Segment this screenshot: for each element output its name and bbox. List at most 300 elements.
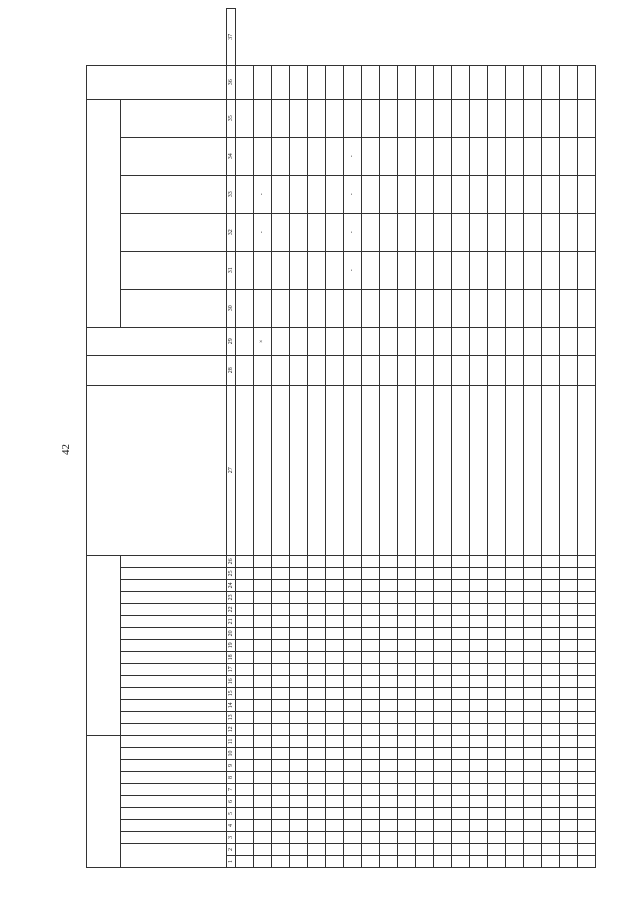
code-cell xyxy=(308,615,326,627)
code-cell xyxy=(452,603,470,615)
year-value-cell xyxy=(560,137,578,175)
year-value-cell xyxy=(488,289,506,327)
code-cell xyxy=(272,832,290,844)
code-cell xyxy=(542,772,560,784)
code-cell xyxy=(524,591,542,603)
year-value-cell xyxy=(560,175,578,213)
code-cell xyxy=(380,748,398,760)
column-number: 17 xyxy=(227,663,236,675)
year-value-cell xyxy=(398,213,416,251)
year-value-cell xyxy=(272,213,290,251)
code-cell xyxy=(470,675,488,687)
code-cell xyxy=(452,651,470,663)
code-cell xyxy=(236,567,254,579)
table-row xyxy=(470,9,488,868)
column-number: 19 xyxy=(227,639,236,651)
code-cell xyxy=(398,856,416,868)
code-cell xyxy=(524,579,542,591)
code-cell xyxy=(470,627,488,639)
code-cell xyxy=(542,784,560,796)
code-cell xyxy=(380,796,398,808)
code-cell xyxy=(308,699,326,711)
code-cell xyxy=(326,639,344,651)
table-row xyxy=(272,9,290,868)
table-row xyxy=(524,9,542,868)
year-value-cell xyxy=(272,289,290,327)
column-number: 35 xyxy=(227,99,236,137)
code-cell xyxy=(344,808,362,820)
header-right-subgroup xyxy=(121,615,227,627)
year-value-cell xyxy=(290,137,308,175)
code-cell xyxy=(380,760,398,772)
code-cell xyxy=(344,555,362,567)
code-cell xyxy=(542,675,560,687)
code-cell xyxy=(434,748,452,760)
code-cell xyxy=(560,856,578,868)
code-cell xyxy=(236,675,254,687)
header-right-subgroup xyxy=(121,591,227,603)
code-cell xyxy=(308,687,326,699)
year-value-cell xyxy=(416,213,434,251)
code-cell xyxy=(308,603,326,615)
year-value-cell xyxy=(254,99,272,137)
indicator-name-cell xyxy=(362,385,380,555)
code-cell xyxy=(542,627,560,639)
code-cell xyxy=(578,723,596,735)
column-number: 32 xyxy=(227,213,236,251)
year-value-cell xyxy=(326,137,344,175)
code-cell xyxy=(506,832,524,844)
header-left-subgroup xyxy=(121,760,227,772)
code-cell xyxy=(452,687,470,699)
column-number: 36 xyxy=(227,65,236,99)
code-cell xyxy=(272,772,290,784)
code-cell xyxy=(434,639,452,651)
year-value-cell xyxy=(398,289,416,327)
table-row xyxy=(506,9,524,868)
year-value-cell xyxy=(308,99,326,137)
code-cell xyxy=(380,820,398,832)
code-cell xyxy=(506,639,524,651)
year-value-cell xyxy=(380,213,398,251)
code-cell xyxy=(434,820,452,832)
code-cell xyxy=(362,663,380,675)
code-cell xyxy=(344,579,362,591)
year-value-cell xyxy=(524,289,542,327)
code-cell xyxy=(524,675,542,687)
indicator-name-cell xyxy=(254,385,272,555)
code-cell xyxy=(398,663,416,675)
code-cell xyxy=(362,723,380,735)
year-value-cell xyxy=(290,175,308,213)
code-cell xyxy=(452,699,470,711)
code-cell xyxy=(254,711,272,723)
code-cell xyxy=(434,784,452,796)
code-cell xyxy=(416,723,434,735)
code-cell xyxy=(290,808,308,820)
code-cell xyxy=(326,675,344,687)
code-cell xyxy=(308,820,326,832)
header-left-subgroup xyxy=(121,784,227,796)
header-left-subgroup xyxy=(121,820,227,832)
unit-cell xyxy=(470,355,488,385)
code-cell xyxy=(290,699,308,711)
base-value-cell xyxy=(506,327,524,355)
indicator-name-cell xyxy=(506,385,524,555)
code-cell xyxy=(362,832,380,844)
indicator-name-cell xyxy=(470,385,488,555)
base-value-cell xyxy=(380,327,398,355)
column-number: 7 xyxy=(227,784,236,796)
column-number: 31 xyxy=(227,251,236,289)
indicator-name-cell xyxy=(488,385,506,555)
year-value-cell xyxy=(362,289,380,327)
code-cell xyxy=(560,591,578,603)
code-cell xyxy=(470,844,488,856)
code-cell xyxy=(326,820,344,832)
code-cell xyxy=(362,687,380,699)
code-cell xyxy=(452,772,470,784)
code-cell xyxy=(470,663,488,675)
code-cell xyxy=(254,844,272,856)
unit-cell xyxy=(452,355,470,385)
code-cell xyxy=(434,699,452,711)
code-cell xyxy=(344,567,362,579)
code-cell xyxy=(272,639,290,651)
code-cell xyxy=(380,663,398,675)
code-cell xyxy=(524,856,542,868)
code-cell xyxy=(362,615,380,627)
code-cell xyxy=(254,723,272,735)
header-group-left xyxy=(87,735,121,867)
code-cell xyxy=(344,675,362,687)
code-cell xyxy=(560,675,578,687)
code-cell xyxy=(290,784,308,796)
year-value-cell xyxy=(452,289,470,327)
code-cell xyxy=(470,832,488,844)
code-cell xyxy=(488,856,506,868)
header-right-subgroup xyxy=(121,579,227,591)
code-cell xyxy=(398,567,416,579)
code-cell xyxy=(236,723,254,735)
code-cell xyxy=(560,651,578,663)
column-number: 18 xyxy=(227,651,236,663)
code-cell xyxy=(308,808,326,820)
code-cell xyxy=(542,591,560,603)
code-cell xyxy=(398,844,416,856)
code-cell xyxy=(578,687,596,699)
year-value-cell xyxy=(236,213,254,251)
code-cell xyxy=(326,555,344,567)
year-value-cell xyxy=(560,213,578,251)
code-cell xyxy=(434,555,452,567)
code-cell xyxy=(326,615,344,627)
unit-cell xyxy=(362,355,380,385)
code-cell xyxy=(524,699,542,711)
code-cell xyxy=(236,832,254,844)
code-cell xyxy=(434,735,452,747)
base-value-cell xyxy=(308,327,326,355)
code-cell xyxy=(236,699,254,711)
code-cell xyxy=(488,748,506,760)
header-group-right xyxy=(87,555,121,735)
code-cell xyxy=(470,723,488,735)
indicator-name-cell xyxy=(308,385,326,555)
code-cell xyxy=(506,760,524,772)
code-cell xyxy=(542,856,560,868)
code-cell xyxy=(380,675,398,687)
code-cell xyxy=(560,784,578,796)
code-cell xyxy=(272,627,290,639)
code-cell xyxy=(542,555,560,567)
year-value-cell xyxy=(488,99,506,137)
code-cell xyxy=(308,844,326,856)
year-value-cell xyxy=(524,99,542,137)
code-cell xyxy=(344,663,362,675)
code-cell xyxy=(470,699,488,711)
code-cell xyxy=(344,844,362,856)
code-cell xyxy=(488,735,506,747)
year-value-cell xyxy=(434,213,452,251)
column-number: 13 xyxy=(227,711,236,723)
code-cell xyxy=(560,820,578,832)
code-cell xyxy=(344,615,362,627)
code-cell xyxy=(290,591,308,603)
base-value-cell xyxy=(434,327,452,355)
year-value-cell: - xyxy=(344,213,362,251)
code-cell xyxy=(308,663,326,675)
code-cell xyxy=(560,603,578,615)
code-cell xyxy=(434,844,452,856)
code-cell xyxy=(542,748,560,760)
year-value-cell xyxy=(254,137,272,175)
code-cell xyxy=(506,555,524,567)
year-value-cell xyxy=(272,251,290,289)
column-number: 3 xyxy=(227,832,236,844)
table-row xyxy=(326,9,344,868)
code-cell xyxy=(488,699,506,711)
code-cell xyxy=(488,651,506,663)
code-cell xyxy=(578,603,596,615)
code-cell xyxy=(254,639,272,651)
code-cell xyxy=(488,760,506,772)
code-cell xyxy=(416,856,434,868)
code-cell xyxy=(398,784,416,796)
code-cell xyxy=(434,832,452,844)
final-value-cell xyxy=(560,65,578,99)
code-cell xyxy=(452,723,470,735)
code-cell xyxy=(488,772,506,784)
code-cell xyxy=(290,639,308,651)
code-cell xyxy=(272,856,290,868)
code-cell xyxy=(470,784,488,796)
code-cell xyxy=(434,723,452,735)
year-value-cell xyxy=(578,137,596,175)
code-cell xyxy=(272,555,290,567)
code-cell xyxy=(236,808,254,820)
code-cell xyxy=(398,591,416,603)
code-cell xyxy=(362,675,380,687)
code-cell xyxy=(272,723,290,735)
code-cell xyxy=(452,555,470,567)
code-cell xyxy=(506,651,524,663)
header-year xyxy=(121,99,227,137)
code-cell xyxy=(506,856,524,868)
header-right-subgroup xyxy=(121,567,227,579)
code-cell xyxy=(578,699,596,711)
code-cell xyxy=(236,760,254,772)
year-value-cell xyxy=(236,251,254,289)
code-cell xyxy=(272,820,290,832)
year-value-cell xyxy=(470,251,488,289)
code-cell xyxy=(254,603,272,615)
code-cell xyxy=(398,796,416,808)
code-cell xyxy=(416,687,434,699)
header-right-subgroup xyxy=(121,603,227,615)
base-value-cell xyxy=(452,327,470,355)
column-number: 20 xyxy=(227,627,236,639)
code-cell xyxy=(416,760,434,772)
header-year xyxy=(121,289,227,327)
unit-cell xyxy=(380,355,398,385)
column-number: 15 xyxy=(227,687,236,699)
base-value-cell xyxy=(272,327,290,355)
code-cell xyxy=(236,711,254,723)
code-cell xyxy=(488,663,506,675)
column-number: 10 xyxy=(227,748,236,760)
code-cell xyxy=(254,687,272,699)
code-cell xyxy=(542,723,560,735)
header-right-subgroup xyxy=(121,675,227,687)
code-cell xyxy=(308,760,326,772)
code-cell xyxy=(398,603,416,615)
code-cell xyxy=(236,687,254,699)
code-cell xyxy=(560,627,578,639)
code-cell xyxy=(326,711,344,723)
code-cell xyxy=(452,615,470,627)
table-row xyxy=(416,9,434,868)
code-cell xyxy=(344,856,362,868)
code-cell xyxy=(542,735,560,747)
table-row xyxy=(254,9,272,868)
base-value-cell: × xyxy=(254,327,272,355)
year-value-cell xyxy=(416,175,434,213)
year-value-cell xyxy=(290,289,308,327)
year-value-cell xyxy=(506,175,524,213)
year-value-cell xyxy=(308,213,326,251)
code-cell xyxy=(488,639,506,651)
code-cell xyxy=(452,735,470,747)
base-value-cell xyxy=(524,327,542,355)
final-value-cell xyxy=(506,65,524,99)
code-cell xyxy=(416,748,434,760)
code-cell xyxy=(452,844,470,856)
code-cell xyxy=(290,663,308,675)
table-row xyxy=(560,9,578,868)
code-cell xyxy=(254,772,272,784)
code-cell xyxy=(326,748,344,760)
indicator-name-cell xyxy=(560,385,578,555)
table-row xyxy=(308,9,326,868)
code-cell xyxy=(416,711,434,723)
code-cell xyxy=(398,579,416,591)
code-cell xyxy=(542,615,560,627)
year-value-cell xyxy=(362,251,380,289)
year-value-cell xyxy=(308,175,326,213)
code-cell xyxy=(290,844,308,856)
header-base-column xyxy=(87,327,227,355)
code-cell xyxy=(470,735,488,747)
code-cell xyxy=(398,748,416,760)
code-cell xyxy=(272,603,290,615)
code-cell xyxy=(578,748,596,760)
final-value-cell xyxy=(470,65,488,99)
code-cell xyxy=(272,651,290,663)
year-value-cell xyxy=(434,137,452,175)
code-cell xyxy=(416,615,434,627)
base-value-cell xyxy=(236,327,254,355)
header-year xyxy=(121,137,227,175)
indicator-name-cell xyxy=(434,385,452,555)
code-cell xyxy=(560,723,578,735)
column-number: 34 xyxy=(227,137,236,175)
final-value-cell xyxy=(254,65,272,99)
code-cell xyxy=(344,603,362,615)
year-value-cell xyxy=(308,289,326,327)
code-cell xyxy=(326,651,344,663)
column-number: 33 xyxy=(227,175,236,213)
year-value-cell xyxy=(488,213,506,251)
header-right-subgroup xyxy=(121,699,227,711)
code-cell xyxy=(290,856,308,868)
code-cell xyxy=(326,723,344,735)
code-cell xyxy=(398,699,416,711)
code-cell xyxy=(506,567,524,579)
year-value-cell xyxy=(380,137,398,175)
code-cell xyxy=(488,555,506,567)
code-cell xyxy=(380,567,398,579)
code-cell xyxy=(434,772,452,784)
column-number: 28 xyxy=(227,355,236,385)
indicator-name-cell xyxy=(578,385,596,555)
code-cell xyxy=(524,627,542,639)
code-cell xyxy=(416,603,434,615)
unit-cell xyxy=(308,355,326,385)
base-value-cell xyxy=(488,327,506,355)
year-value-cell xyxy=(452,99,470,137)
code-cell xyxy=(524,820,542,832)
table-row xyxy=(236,9,254,868)
unit-cell xyxy=(416,355,434,385)
header-right-subgroup xyxy=(121,711,227,723)
base-value-cell xyxy=(398,327,416,355)
code-cell xyxy=(488,567,506,579)
code-cell xyxy=(578,651,596,663)
code-cell xyxy=(398,639,416,651)
year-value-cell xyxy=(362,137,380,175)
code-cell xyxy=(560,615,578,627)
code-cell xyxy=(272,675,290,687)
code-cell xyxy=(362,760,380,772)
code-cell xyxy=(254,555,272,567)
code-cell xyxy=(362,567,380,579)
unit-cell xyxy=(434,355,452,385)
code-cell xyxy=(560,579,578,591)
code-cell xyxy=(308,748,326,760)
code-cell xyxy=(380,735,398,747)
code-cell xyxy=(506,735,524,747)
column-number: 22 xyxy=(227,603,236,615)
